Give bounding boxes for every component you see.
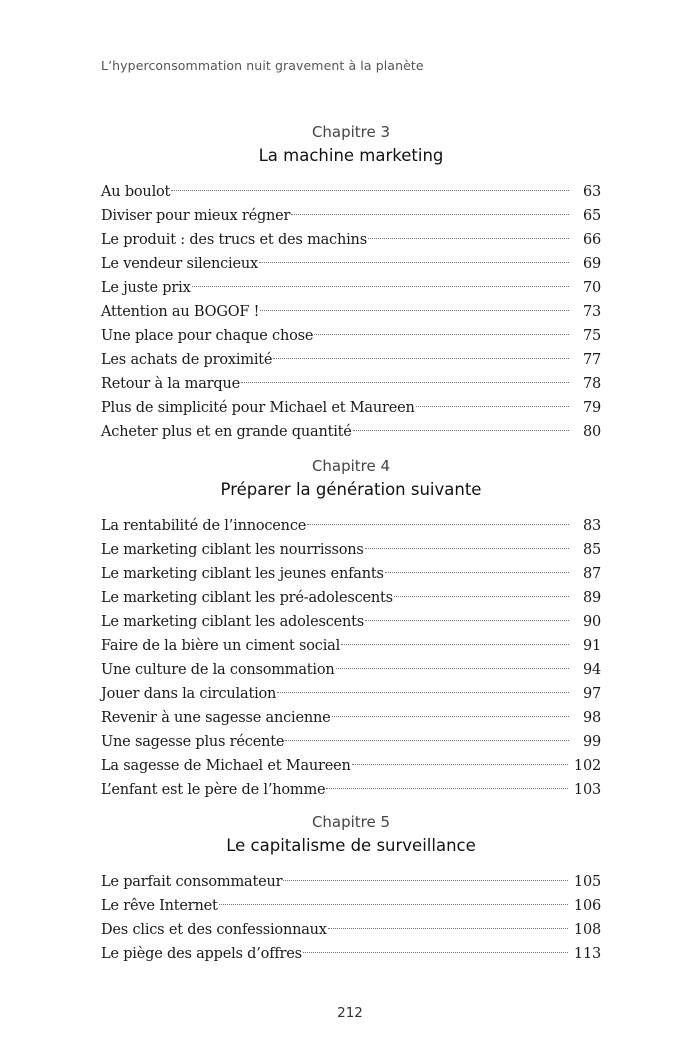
dot-leader [307, 524, 569, 525]
dot-leader [273, 358, 569, 359]
toc-entry-page: 73 [582, 304, 601, 320]
toc-entry [101, 562, 601, 586]
dot-leader [385, 572, 569, 573]
page-number: 212 [337, 1005, 363, 1021]
toc-entry-page: 97 [582, 686, 601, 702]
toc-entry-title: Acheter plus et en grande quantité [101, 424, 352, 440]
toc-entry-page: 90 [582, 614, 601, 630]
toc-entry-title: Attention au BOGOF ! [101, 304, 260, 320]
chapter-3 [101, 122, 601, 444]
toc-entry [101, 396, 601, 420]
toc-entry-title: La sagesse de Michael et Maureen [101, 758, 351, 774]
toc-entry-page: 70 [582, 280, 601, 296]
toc-entry [101, 894, 601, 918]
toc-entry [101, 754, 601, 778]
toc-entry-page: 80 [582, 424, 601, 440]
toc-entry [101, 634, 601, 658]
toc-entry-page: 65 [582, 208, 601, 224]
toc-entry [101, 276, 601, 300]
dot-leader [365, 548, 569, 549]
toc-entry [101, 348, 601, 372]
chapter-number: Chapitre 3 [311, 123, 391, 141]
dot-leader [341, 644, 569, 645]
toc-entry-page: 83 [582, 518, 601, 534]
dot-leader [303, 952, 568, 953]
toc-entry-title: Les achats de proximité [101, 352, 273, 368]
toc-entry-title: Le marketing ciblant les adolescents [101, 614, 364, 630]
toc-entry-list [101, 870, 601, 966]
toc-entry-page: 77 [582, 352, 601, 368]
toc-entry-page: 63 [582, 184, 601, 200]
toc-entry [101, 514, 601, 538]
toc-entry-page: 94 [582, 662, 601, 678]
chapter-number: Chapitre 5 [311, 813, 391, 831]
toc-entry [101, 372, 601, 396]
toc-entry [101, 252, 601, 276]
toc-entry [101, 730, 601, 754]
toc-entry [101, 682, 601, 706]
toc-entry-page: 89 [582, 590, 601, 606]
toc-entry-title: Une place pour chaque chose [101, 328, 314, 344]
toc-entry-page: 91 [582, 638, 601, 654]
dot-leader [353, 430, 569, 431]
toc-entry [101, 420, 601, 444]
running-head: L’hyperconsommation nuit gravement à la planète [101, 58, 424, 73]
dot-leader [365, 620, 569, 621]
dot-leader [260, 310, 569, 311]
toc-entry [101, 658, 601, 682]
dot-leader [328, 928, 568, 929]
toc-entry-list [101, 514, 601, 802]
toc-entry-page: 75 [582, 328, 601, 344]
toc-entry-title: Retour à la marque [101, 376, 241, 392]
toc-entry [101, 778, 601, 802]
dot-leader [332, 716, 569, 717]
dot-leader [219, 904, 568, 905]
toc-entry-page: 113 [573, 946, 601, 962]
toc-entry [101, 870, 601, 894]
toc-entry-page: 78 [582, 376, 601, 392]
dot-leader [291, 214, 569, 215]
toc-entry-title: Le marketing ciblant les jeunes enfants [101, 566, 384, 582]
toc-entry-page: 99 [582, 734, 601, 750]
toc-entry [101, 204, 601, 228]
toc-entry-title: Plus de simplicité pour Michael et Maureen [101, 400, 415, 416]
toc-entry-title: Le marketing ciblant les nourrissons [101, 542, 364, 558]
toc-entry [101, 610, 601, 634]
dot-leader [314, 334, 569, 335]
toc-entry-title: Revenir à une sagesse ancienne [101, 710, 331, 726]
toc-entry-page: 79 [582, 400, 601, 416]
toc-entry-page: 105 [573, 874, 601, 890]
toc-entry-title: Une sagesse plus récente [101, 734, 285, 750]
toc-entry-title: Le marketing ciblant les pré-adolescents [101, 590, 393, 606]
dot-leader [259, 262, 569, 263]
toc-entry-title: L’enfant est le père de l’homme [101, 782, 326, 798]
chapter-title: La machine marketing [258, 146, 444, 165]
toc-entry-page: 106 [573, 898, 601, 914]
toc-entry-page: 69 [582, 256, 601, 272]
dot-leader [368, 238, 569, 239]
toc-entry [101, 324, 601, 348]
toc-entry-title: Au boulot [101, 184, 171, 200]
toc-entry-title: Jouer dans la circulation [101, 686, 277, 702]
toc-entry-page: 66 [582, 232, 601, 248]
dot-leader [171, 190, 569, 191]
dot-leader [394, 596, 569, 597]
toc-entry [101, 942, 601, 966]
toc-entry [101, 706, 601, 730]
dot-leader [241, 382, 569, 383]
toc-entry-page: 102 [573, 758, 601, 774]
toc-entry [101, 918, 601, 942]
toc-entry-title: Diviser pour mieux régner [101, 208, 291, 224]
toc-entry-title: Le rêve Internet [101, 898, 218, 914]
dot-leader [352, 764, 568, 765]
dot-leader [285, 740, 569, 741]
toc-entry-list [101, 180, 601, 444]
toc-entry-page: 87 [582, 566, 601, 582]
toc-entry [101, 300, 601, 324]
toc-entry [101, 228, 601, 252]
toc-entry-page: 108 [573, 922, 601, 938]
chapter-number: Chapitre 4 [311, 457, 391, 475]
toc-entry [101, 538, 601, 562]
toc-entry-page: 98 [582, 710, 601, 726]
dot-leader [416, 406, 569, 407]
toc-entry-title: Le parfait consommateur [101, 874, 283, 890]
dot-leader [336, 668, 569, 669]
toc-entry [101, 586, 601, 610]
toc-entry-title: Le produit : des trucs et des machins [101, 232, 367, 248]
dot-leader [192, 286, 569, 287]
toc-entry [101, 180, 601, 204]
toc-entry-title: Le piège des appels d’offres [101, 946, 302, 962]
dot-leader [277, 692, 569, 693]
toc-entry-title: Faire de la bière un ciment social [101, 638, 341, 654]
toc-entry-title: Le juste prix [101, 280, 191, 296]
chapter-title: Le capitalisme de surveillance [226, 836, 476, 855]
chapter-4 [101, 456, 601, 802]
toc-entry-page: 85 [582, 542, 601, 558]
dot-leader [326, 788, 568, 789]
toc-entry-title: Une culture de la consommation [101, 662, 335, 678]
chapter-5 [101, 812, 601, 966]
toc-entry-title: Des clics et des confessionnaux [101, 922, 327, 938]
toc-entry-title: La rentabilité de l’innocence [101, 518, 307, 534]
toc-entry-page: 103 [573, 782, 601, 798]
chapter-title: Préparer la génération suivante [220, 480, 482, 499]
toc-entry-title: Le vendeur silencieux [101, 256, 258, 272]
dot-leader [283, 880, 568, 881]
